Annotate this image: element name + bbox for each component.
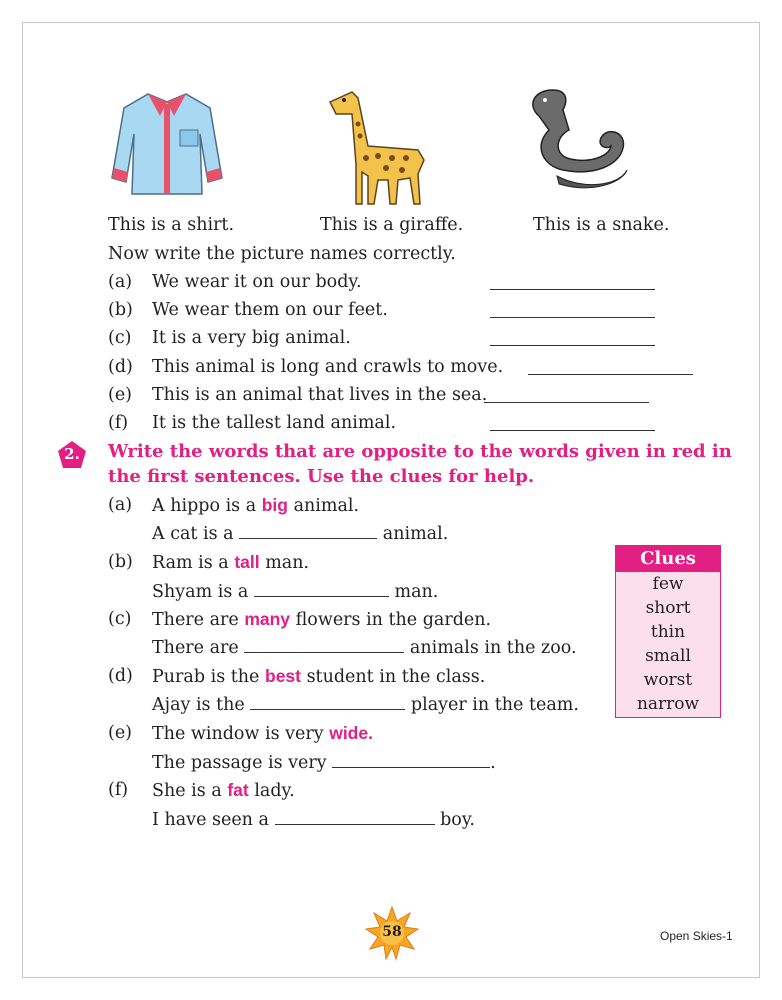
ex1-text-f: It is the tallest land animal.: [152, 413, 397, 433]
ex2-word-a: big: [261, 495, 288, 515]
answer-blank-b[interactable]: [490, 317, 655, 318]
answer-blank-f[interactable]: [490, 430, 655, 431]
shirt-illustration: [110, 86, 225, 198]
ex2-pre-a: A hippo is a: [152, 496, 257, 516]
ex2-sentence-c: [152, 608, 491, 631]
ex1-label-e: (e): [108, 385, 133, 405]
ex2-word-d: best: [265, 666, 301, 686]
ex2-answer-line-c: [152, 636, 577, 659]
ex2-blank-c[interactable]: [244, 636, 404, 653]
clue-word: short: [645, 598, 691, 618]
ex2-line2-post-d: player in the team.: [410, 695, 579, 715]
ex2-line2-post-b: man.: [394, 582, 439, 602]
ex1-label-c: (c): [108, 328, 132, 348]
ex2-pre-c: There are: [152, 610, 239, 630]
ex1-text-e: This is an animal that lives in the sea.: [152, 385, 488, 405]
ex2-sentence-e: [152, 722, 373, 745]
ex2-label-b: (b): [108, 552, 133, 572]
ex1-label-d: (d): [108, 357, 133, 377]
ex2-blank-b[interactable]: [254, 580, 389, 597]
ex2-sentence-a: [152, 494, 359, 517]
page-number: 58: [382, 924, 402, 940]
ex1-label-b: (b): [108, 300, 133, 320]
ex2-answer-line-e: [152, 751, 496, 774]
clue-word: small: [645, 646, 691, 666]
ex2-post-b: man.: [265, 553, 310, 573]
ex2-pre-d: Purab is the: [152, 667, 260, 687]
ex2-pre-b: Ram is a: [152, 553, 229, 573]
giraffe-illustration: [322, 84, 432, 208]
ex2-line2-pre-e: The passage is very: [152, 753, 327, 773]
ex2-blank-f[interactable]: [275, 808, 435, 825]
ex2-label-c: (c): [108, 609, 132, 629]
ex2-word-c: many: [244, 609, 291, 629]
ex2-label-a: (a): [108, 495, 133, 515]
clues-title: Clues: [616, 546, 720, 572]
answer-blank-a[interactable]: [490, 289, 655, 290]
clue-word: thin: [650, 622, 686, 642]
ex2-sentence-d: [152, 665, 485, 688]
ex1-text-c: It is a very big animal.: [152, 328, 351, 348]
ex2-answer-line-b: [152, 580, 438, 603]
ex2-answer-line-f: [152, 808, 475, 831]
ex2-blank-d[interactable]: [250, 693, 405, 710]
ex2-blank-e[interactable]: [332, 751, 490, 768]
ex2-line2-pre-c: There are: [152, 638, 239, 658]
ex1-text-b: We wear them on our feet.: [152, 300, 388, 320]
ex1-label-f: (f): [108, 413, 129, 433]
ex2-post-f: lady.: [254, 781, 295, 801]
caption-giraffe: This is a giraffe.: [320, 215, 464, 235]
ex2-pre-e: The window is very: [152, 724, 324, 744]
ex2-answer-line-a: [152, 522, 448, 545]
ex2-line2-pre-d: Ajay is the: [152, 695, 245, 715]
ex2-heading-line1: Write the words that are opposite to the words given in red in: [108, 441, 732, 462]
caption-shirt: This is a shirt.: [108, 215, 235, 235]
answer-blank-e[interactable]: [484, 402, 649, 403]
clue-word: worst: [643, 670, 693, 690]
ex2-post-a: animal.: [293, 496, 360, 516]
page-number-badge: [364, 905, 420, 961]
ex2-label-d: (d): [108, 666, 133, 686]
clues-box: [615, 545, 721, 718]
ex2-line2-post-a: animal.: [382, 524, 449, 544]
ex2-line2-post-c: animals in the zoo.: [409, 638, 577, 658]
ex2-line2-pre-a: A cat is a: [152, 524, 234, 544]
ex2-pre-f: She is a: [152, 781, 222, 801]
ex2-post-c: flowers in the garden.: [295, 610, 492, 630]
ex1-text-d: This animal is long and crawls to move.: [152, 357, 504, 377]
ex2-word-f: fat: [227, 780, 249, 800]
ex2-word-b: tall: [234, 552, 260, 572]
ex2-line2-post-e: .: [490, 753, 496, 773]
ex2-line2-pre-b: Shyam is a: [152, 582, 249, 602]
ex2-line2-post-f: boy.: [440, 810, 475, 830]
ex1-text-a: We wear it on our body.: [152, 272, 362, 292]
ex2-word-e: wide.: [329, 723, 373, 743]
ex2-answer-line-d: [152, 693, 579, 716]
ex2-label-e: (e): [108, 723, 133, 743]
exercise-number-badge: [57, 440, 87, 470]
ex2-blank-a[interactable]: [239, 522, 377, 539]
exercise-number: 2.: [64, 445, 80, 463]
caption-snake: This is a snake.: [533, 215, 670, 235]
ex2-heading-line2: the first sentences. Use the clues for help.: [108, 466, 535, 487]
ex1-label-a: (a): [108, 272, 133, 292]
clue-word: narrow: [636, 694, 700, 714]
book-title: Open Skies-1: [660, 929, 733, 943]
ex2-label-f: (f): [108, 780, 129, 800]
ex2-sentence-f: [152, 779, 295, 802]
clue-word: few: [652, 574, 684, 594]
answer-blank-d[interactable]: [528, 374, 693, 375]
snake-illustration: [523, 86, 633, 198]
ex2-line2-pre-f: I have seen a: [152, 810, 269, 830]
ex2-sentence-b: [152, 551, 309, 574]
ex1-instruction: Now write the picture names correctly.: [108, 244, 456, 264]
answer-blank-c[interactable]: [490, 345, 655, 346]
ex2-post-d: student in the class.: [306, 667, 486, 687]
